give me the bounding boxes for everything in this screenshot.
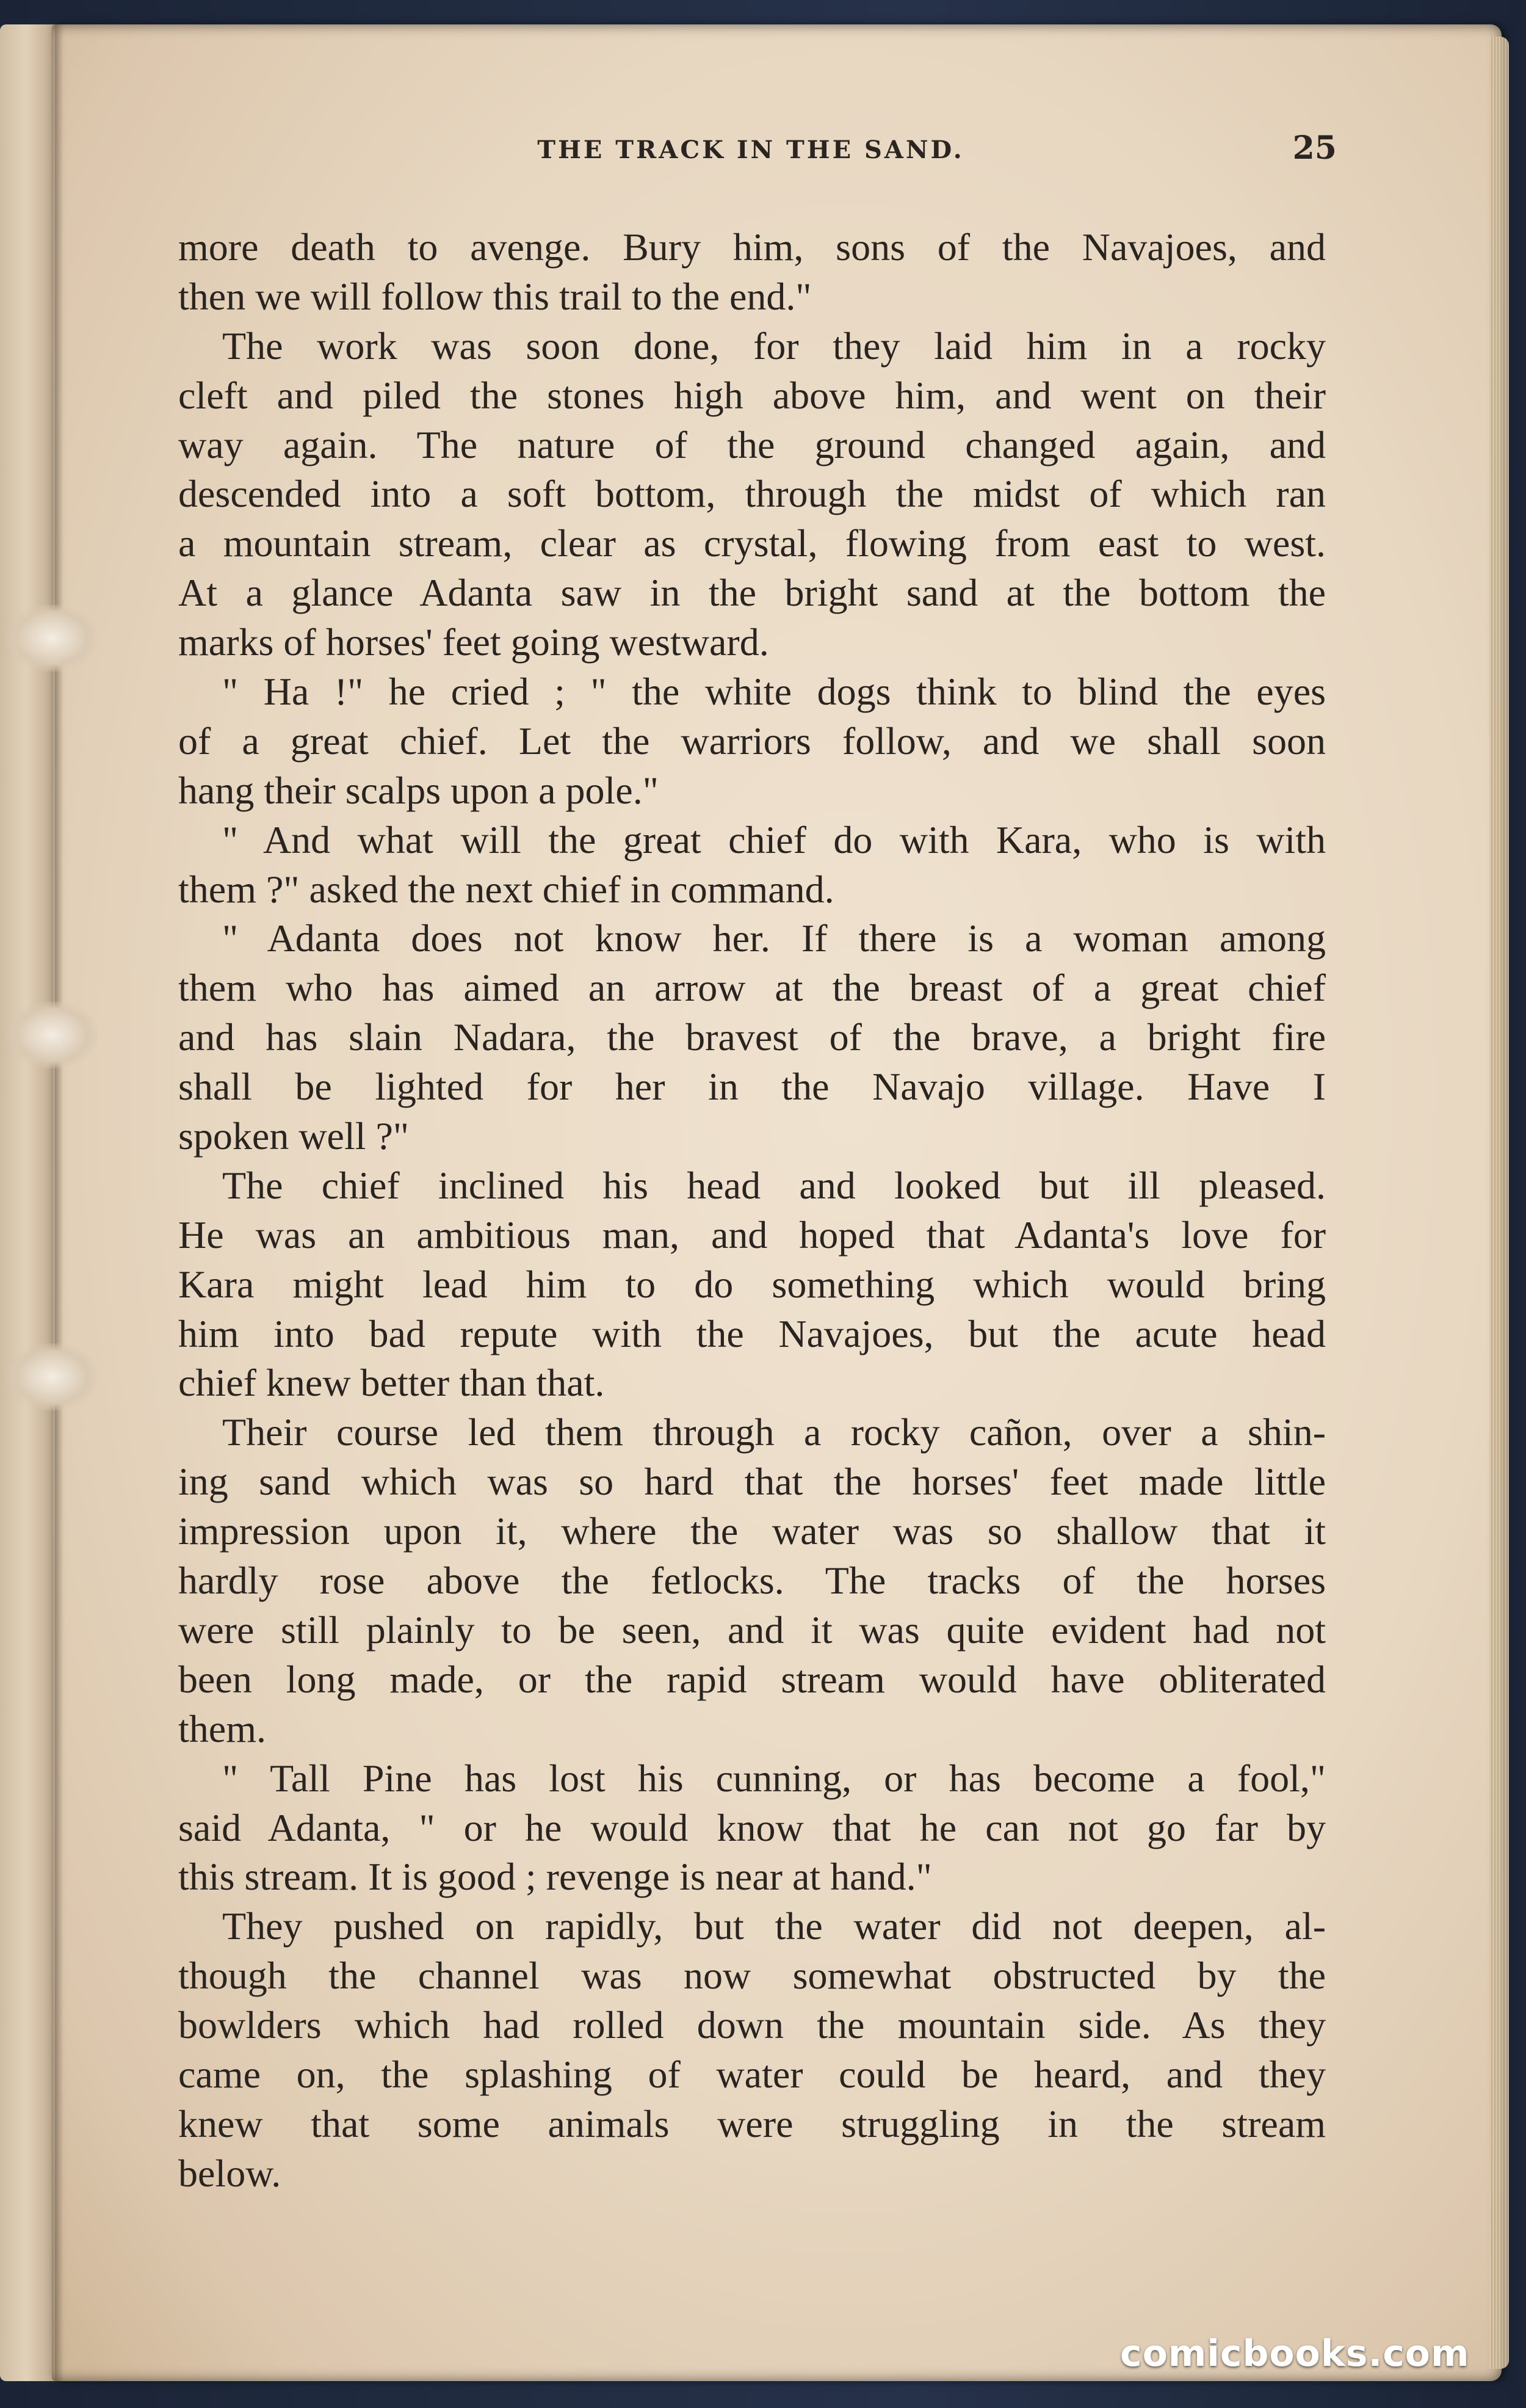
binding-stitch-hole — [6, 604, 98, 672]
text-line: them. — [178, 1706, 266, 1750]
text-line: cleft and piled the stones high above him, and went on their — [178, 373, 1326, 417]
binding-stitch-hole — [6, 1343, 98, 1410]
text-line: a mountain stream, clear as crystal, flowing from east to west. — [178, 521, 1326, 565]
page-number: 25 — [1292, 129, 1337, 167]
text-line: him into bad repute with the Navajoes, but the acute head — [178, 1311, 1326, 1355]
text-line: hang their scalps upon a pole." — [178, 768, 659, 812]
text-line: " Ha !" he cried ; " the white dogs think to blind the eyes — [222, 670, 1326, 714]
body-text — [178, 223, 1326, 2199]
text-line: The work was soon done, for they laid him in a rocky — [222, 324, 1326, 368]
running-header: THE TRACK IN THE SAND. — [537, 136, 964, 164]
text-line: came on, the splashing of water could be heard, and they — [178, 2052, 1326, 2096]
text-line: though the channel was now somewhat obstructed by the — [178, 1954, 1326, 1998]
text-line: ing sand which was so hard that the horses' feet made little — [178, 1460, 1326, 1504]
text-line: " And what will the great chief do with Kara, who is with — [222, 818, 1326, 861]
text-line: He was an ambitious man, and hoped that Adanta's love for — [178, 1213, 1326, 1257]
text-line: shall be lighted for her in the Navajo village. Have I — [178, 1065, 1326, 1109]
text-line: " Adanta does not know her. If there is a woman among — [222, 916, 1326, 960]
text-line: then we will follow this trail to the end." — [178, 274, 812, 318]
text-line: They pushed on rapidly, but the water did not deepen, al- — [222, 1904, 1326, 1948]
text-line: way again. The nature of the ground changed again, and — [178, 422, 1326, 466]
text-line: Their course led them through a rocky cañon, over a shin- — [222, 1410, 1326, 1454]
text-line: been long made, or the rapid stream would have obliterated — [178, 1657, 1326, 1701]
text-line: and has slain Nadara, the bravest of the brave, a bright fire — [178, 1015, 1326, 1059]
page-stack-edge — [1489, 37, 1509, 2369]
text-line: them ?" asked the next chief in command. — [178, 867, 834, 911]
text-line: Kara might lead him to do something which would bring — [178, 1262, 1326, 1306]
text-line: marks of horses' feet going westward. — [178, 620, 769, 664]
text-line: chief knew better than that. — [178, 1361, 605, 1405]
page-gutter-shadow — [55, 24, 63, 2381]
text-line: of a great chief. Let the warriors follow, and we shall soon — [178, 719, 1326, 763]
text-line: spoken well ?" — [178, 1114, 410, 1158]
text-line: knew that some animals were struggling in the stream — [178, 2102, 1326, 2145]
text-line: bowlders which had rolled down the mountain side. As they — [178, 2003, 1326, 2047]
text-line: The chief inclined his head and looked but ill pleased. — [222, 1163, 1326, 1207]
text-line: were still plainly to be seen, and it was quite evident had not — [178, 1608, 1326, 1652]
text-line: " Tall Pine has lost his cunning, or has become a fool," — [222, 1756, 1326, 1800]
text-line: more death to avenge. Bury him, sons of the Navajoes, and — [178, 225, 1326, 269]
text-line: them who has aimed an arrow at the breast of a great chief — [178, 966, 1326, 1010]
text-line: impression upon it, where the water was so shallow that it — [178, 1509, 1326, 1553]
text-line: said Adanta, " or he would know that he can not go far by — [178, 1805, 1326, 1849]
text-line: At a glance Adanta saw in the bright sand at the bottom the — [178, 571, 1326, 615]
binding-stitch-hole — [6, 1001, 98, 1068]
text-line: below. — [178, 2151, 281, 2195]
text-line: hardly rose above the fetlocks. The tracks of the horses — [178, 1559, 1326, 1603]
text-line: descended into a soft bottom, through the midst of which ran — [178, 472, 1326, 516]
text-line: this stream. It is good ; revenge is near at hand." — [178, 1855, 932, 1899]
site-watermark: comicbooks.com — [1120, 2332, 1470, 2375]
book-spine-left-page — [0, 24, 58, 2381]
